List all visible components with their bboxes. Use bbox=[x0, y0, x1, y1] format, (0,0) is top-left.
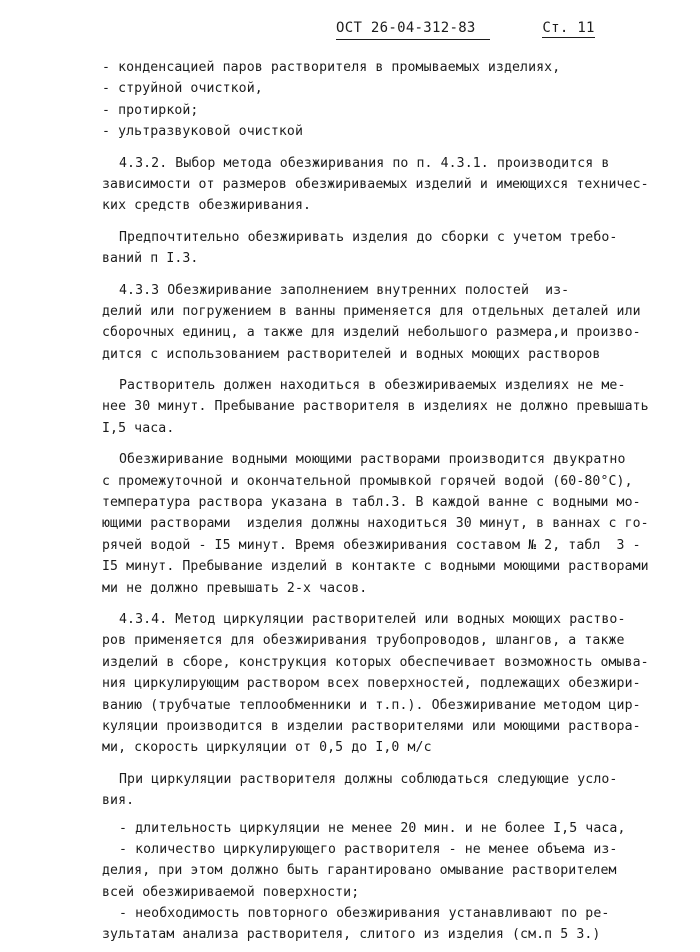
list-item: - конденсацией паров растворителя в промываемых изделиях, bbox=[102, 60, 561, 75]
text-line: ваний п I.3. bbox=[102, 251, 199, 267]
list-item: - количество циркулирующего растворителя - не менее объема из- bbox=[119, 841, 618, 857]
text-line: сборочных единиц, а также для изделий небольшого размера,и произво- bbox=[102, 325, 641, 341]
list-item: делия, при этом должно быть гарантировано омывание растворителем bbox=[102, 863, 617, 879]
paragraph-4-3-3 bbox=[102, 280, 667, 366]
paragraph-circulation-conditions bbox=[102, 769, 667, 812]
document-body bbox=[102, 57, 667, 946]
text-line: Предпочтительно обезжиривать изделия до сборки с учетом требо- bbox=[119, 229, 618, 245]
text-line: дится с использованием растворителей и водных моющих растворов bbox=[102, 346, 601, 362]
text-line: I,5 часа. bbox=[102, 420, 175, 436]
text-line: куляции производится в изделии растворителями или моющими раствора- bbox=[102, 718, 641, 734]
text-line: Растворитель должен находиться в обезжириваемых изделиях не ме- bbox=[119, 378, 626, 394]
text-line: 4.3.4. Метод циркуляции растворителей или водных моющих раство- bbox=[119, 611, 626, 627]
text-line: делий или погружением в ванны применяется для отдельных деталей или bbox=[102, 303, 641, 319]
text-line: ров применяется для обезжиривания трубопроводов, шлангов, а также bbox=[102, 633, 625, 649]
text-line: с промежуточной и окончательной промывкой горячей водой (60-80°С), bbox=[102, 473, 633, 489]
list-item: - необходимость повторного обезжиривания устанавливают по ре- bbox=[119, 906, 610, 922]
text-line: При циркуляции растворителя должны соблюдаться следующие усло- bbox=[119, 771, 618, 787]
page-header bbox=[336, 20, 595, 40]
circulation-conditions-list bbox=[102, 818, 667, 946]
cleaning-methods-list bbox=[102, 57, 667, 143]
text-line: 4.3.2. Выбор метода обезжиривания по п. 4.3.1. производится в bbox=[119, 155, 610, 171]
paragraph-aqueous-cleaning bbox=[102, 449, 667, 599]
paragraph-4-3-2 bbox=[102, 153, 667, 217]
text-line: 4.3.3 Обезжиривание заполнением внутренних полостей из- bbox=[119, 282, 570, 298]
document-code: ОСТ 26-04-312-83 bbox=[336, 20, 490, 40]
text-line: нее 30 минут. Пребывание растворителя в изделиях не должно превышать bbox=[102, 399, 649, 415]
text-line: ми, скорость циркуляции от 0,5 до I,0 м/с bbox=[102, 740, 432, 756]
text-line: температура раствора указана в табл.3. В каждой ванне с водными мо- bbox=[102, 495, 641, 511]
paragraph-preference bbox=[102, 227, 667, 270]
text-line: ющими растворами изделия должны находиться 30 минут, в ваннах с го- bbox=[102, 516, 649, 532]
list-item: - протиркой; bbox=[102, 102, 199, 118]
text-line: ванию (трубчатые теплообменники и т.п.). Обезжиривание методом цир- bbox=[102, 697, 641, 713]
text-line: вия. bbox=[102, 793, 135, 809]
paragraph-solvent bbox=[102, 375, 667, 439]
list-item: - струйной очисткой, bbox=[102, 81, 263, 97]
list-item: - ультразвуковой очисткой bbox=[102, 124, 303, 140]
paragraph-4-3-4 bbox=[102, 609, 667, 759]
text-line: ния циркулирующим раствором всех поверхностей, подлежащих обезжири- bbox=[102, 676, 641, 692]
text-line: I5 минут. Пребывание изделий в контакте с водными моющими растворами bbox=[102, 559, 649, 575]
text-line: зависимости от размеров обезжириваемых изделий и имеющихся техничес- bbox=[102, 176, 649, 192]
list-item: зультатам анализа растворителя, слитого из изделия (см.п 5 3.) bbox=[102, 927, 601, 943]
page-number: Ст. 11 bbox=[542, 20, 595, 36]
text-line: ких средств обезжиривания. bbox=[102, 198, 312, 214]
text-line: ми не должно превышать 2-х часов. bbox=[102, 580, 368, 596]
text-line: Обезжиривание водными моющими растворами производится двукратно bbox=[119, 452, 626, 468]
text-line: рячей водой - I5 минут. Время обезжиривания составом № 2, табл 3 - bbox=[102, 537, 641, 553]
list-item: - длительность циркуляции не менее 20 мин. и не более I,5 часа, bbox=[119, 820, 626, 836]
list-item: всей обезжириваемой поверхности; bbox=[102, 884, 360, 900]
text-line: изделий в сборе, конструкция которых обеспечивает возможность омыва- bbox=[102, 654, 649, 670]
